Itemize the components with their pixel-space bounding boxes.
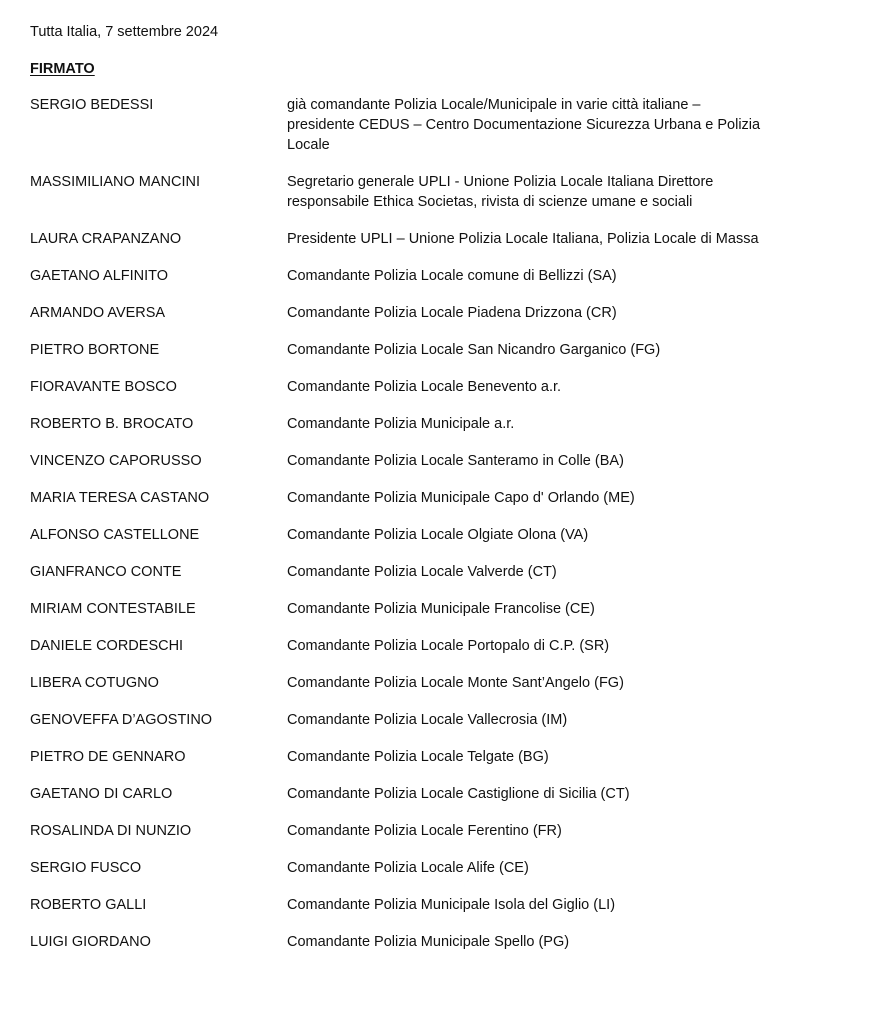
signatory-role [287,451,850,471]
signatory-name: SERGIO FUSCO [30,860,142,876]
signatory-role [287,895,850,915]
signatory-role-line: Comandante Polizia Locale Vallecrosia (IM) [287,712,568,728]
signatory-role [287,488,850,508]
signatory-row [30,562,850,582]
signatory-row [30,673,850,693]
signatory-name: VINCENZO CAPORUSSO [30,453,202,469]
signatory-role [287,636,850,656]
signatory-role-line: Comandante Polizia Locale comune di Bellizzi (SA) [287,268,617,284]
signatory-row [30,95,850,155]
signatory-role-line: Comandante Polizia Municipale Spello (PG) [287,934,570,950]
signatory-row [30,451,850,471]
signatory-name: ARMANDO AVERSA [30,305,166,321]
signatory-role-line: presidente CEDUS – Centro Documentazione Sicurezza Urbana e Polizia [287,117,761,133]
signatory-role [287,599,850,619]
signatory-name: FIORAVANTE BOSCO [30,379,177,395]
signatory-role-line: Locale [287,137,330,153]
signatory-name: GIANFRANCO CONTE [30,564,182,580]
signatory-role-line: Comandante Polizia Locale San Nicandro Garganico (FG) [287,342,661,358]
signatory-role-line: Comandante Polizia Locale Portopalo di C.P. (SR) [287,638,610,654]
signatory-role-line: Segretario generale UPLI - Unione Polizia Locale Italiana Direttore [287,174,714,190]
signatory-role [287,303,850,323]
signatory-row [30,747,850,767]
signatory-name: ROBERTO GALLI [30,897,147,913]
signatory-name: LUIGI GIORDANO [30,934,151,950]
signatory-role-line: Comandante Polizia Locale Castiglione di Sicilia (CT) [287,786,630,802]
signatory-row [30,599,850,619]
signatory-row [30,303,850,323]
signatory-role-line: Comandante Polizia Municipale a.r. [287,416,515,432]
signatory-row [30,340,850,360]
signatory-row [30,858,850,878]
signatory-role-line: già comandante Polizia Locale/Municipale in varie città italiane – [287,97,701,113]
signatory-list [30,95,850,969]
signatory-role [287,377,850,397]
signatory-name: MIRIAM CONTESTABILE [30,601,196,617]
signatory-name: ALFONSO CASTELLONE [30,527,200,543]
signatory-role-line: Comandante Polizia Locale Telgate (BG) [287,749,549,765]
signatory-row [30,172,850,212]
signatory-role-line: Comandante Polizia Locale Ferentino (FR) [287,823,562,839]
signatory-row [30,710,850,730]
signatory-role [287,266,850,286]
signatory-role [287,710,850,730]
signatory-role [287,414,850,434]
signatory-row [30,821,850,841]
signatory-row [30,932,850,952]
signatory-row [30,525,850,545]
signatory-name: LIBERA COTUGNO [30,675,159,691]
signatory-row [30,414,850,434]
signatory-name: LAURA CRAPANZANO [30,231,182,247]
signatory-role [287,525,850,545]
signatory-role [287,932,850,952]
signatory-role [287,562,850,582]
signatory-name: GAETANO DI CARLO [30,786,173,802]
signatory-role [287,172,850,212]
signatory-role [287,95,850,155]
signatory-role-line: Comandante Polizia Municipale Capo d' Orlando (ME) [287,490,635,506]
signatory-row [30,488,850,508]
signatory-role-line: Comandante Polizia Locale Santeramo in Colle (BA) [287,453,624,469]
signatory-role-line: Comandante Polizia Locale Alife (CE) [287,860,529,876]
signatory-name: PIETRO DE GENNARO [30,749,186,765]
signatory-name: MARIA TERESA CASTANO [30,490,210,506]
signatory-name: MASSIMILIANO MANCINI [30,174,200,190]
signatory-row [30,377,850,397]
signatory-role [287,784,850,804]
signatory-row [30,636,850,656]
signatory-row [30,229,850,249]
signatory-role [287,747,850,767]
signatory-role-line: Comandante Polizia Municipale Francolise (CE) [287,601,595,617]
signatory-role-line: responsabile Ethica Societas, rivista di scienze umane e sociali [287,194,693,210]
signatory-role-line: Comandante Polizia Municipale Isola del Giglio (LI) [287,897,616,913]
signatory-name: GAETANO ALFINITO [30,268,169,284]
signatory-role-line: Comandante Polizia Locale Benevento a.r. [287,379,562,395]
signatory-role-line: Comandante Polizia Locale Valverde (CT) [287,564,557,580]
signed-heading: FIRMATO [30,61,95,77]
signatory-name: GENOVEFFA D’AGOSTINO [30,712,213,728]
date-line: Tutta Italia, 7 settembre 2024 [30,24,219,40]
signatory-name: SERGIO BEDESSI [30,97,154,113]
signatory-row [30,784,850,804]
signatory-role-line: Comandante Polizia Locale Olgiate Olona (VA) [287,527,589,543]
signatory-name: ROSALINDA DI NUNZIO [30,823,192,839]
signatory-role [287,340,850,360]
signatory-role-line: Comandante Polizia Locale Monte Sant’Angelo (FG) [287,675,624,691]
signatory-role [287,673,850,693]
signatory-role [287,229,850,249]
signatory-name: DANIELE CORDESCHI [30,638,184,654]
signatory-row [30,895,850,915]
signatory-role-line: Presidente UPLI – Unione Polizia Locale Italiana, Polizia Locale di Massa [287,231,759,247]
signatory-role [287,821,850,841]
signatory-role [287,858,850,878]
signatory-name: ROBERTO B. BROCATO [30,416,194,432]
signatory-name: PIETRO BORTONE [30,342,160,358]
signatory-row [30,266,850,286]
signatory-role-line: Comandante Polizia Locale Piadena Drizzona (CR) [287,305,617,321]
